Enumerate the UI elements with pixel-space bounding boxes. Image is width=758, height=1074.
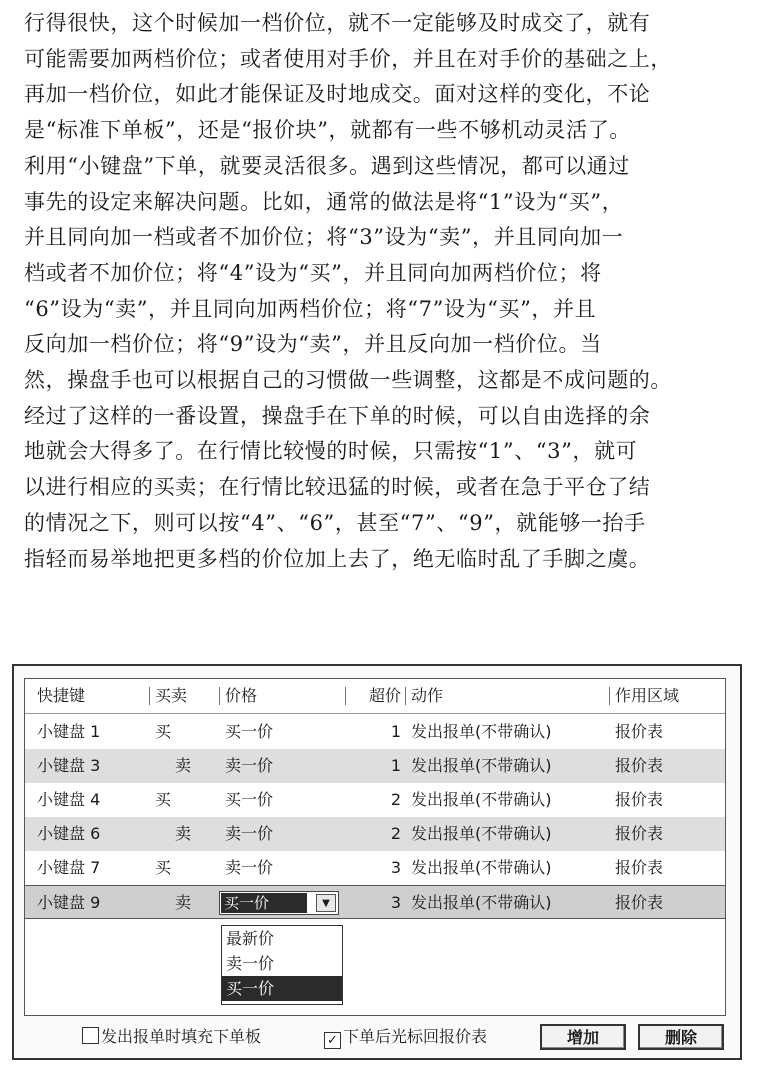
- price-select[interactable]: [219, 891, 339, 915]
- column-header-action[interactable]: 动作: [411, 679, 601, 713]
- cell-price: 买一价: [225, 790, 274, 809]
- paragraph-line: 事先的设定来解决问题。比如，通常的做法是将“1”设为“买”，: [24, 189, 624, 214]
- cell-super-price: 2: [390, 824, 401, 843]
- cell-area: 报价表: [615, 790, 664, 809]
- paragraph-line: 再加一档价位，如此才能保证及时地成交。面对这样的变化，不论: [24, 82, 651, 107]
- cell-hotkey: 小键盘 6: [37, 824, 101, 843]
- paragraph-line: 并且同向加一档或者不加价位；将“3”设为“卖”，并且同向加一: [24, 225, 624, 250]
- column-header-side[interactable]: 买卖: [155, 679, 205, 713]
- paragraph-line: 反向加一档价位；将“9”设为“卖”，并且反向加一档价位。当: [24, 332, 602, 357]
- cell-action: 发出报单(不带确认): [411, 790, 552, 809]
- cell-super-price: 3: [390, 858, 401, 877]
- paragraph-line: 经过了这样的一番设置，操盘手在下单的时候，可以自由选择的余: [24, 403, 651, 428]
- cell-price: 卖一价: [225, 858, 274, 877]
- price-dropdown-list: [221, 925, 343, 1005]
- cell-price: 买一价: [225, 722, 274, 741]
- body-paragraph: [24, 6, 724, 577]
- paragraph-line: 是“标准下单板”，还是“报价块”，就都有一些不够机动灵活了。: [24, 118, 631, 143]
- cell-price: 卖一价: [225, 756, 274, 775]
- hotkey-settings-dialog: [12, 664, 742, 1060]
- paragraph-line: 地就会大得多了。在行情比较慢的时候，只需按“1”、“3”，就可: [24, 439, 638, 464]
- cell-hotkey: 小键盘 1: [37, 722, 101, 741]
- table-row[interactable]: [25, 851, 725, 885]
- cell-action: 发出报单(不带确认): [411, 893, 552, 912]
- cell-side: 买: [155, 858, 172, 877]
- table-row[interactable]: [25, 817, 725, 851]
- paragraph-line: 档或者不加价位；将“4”设为“买”，并且同向加两档价位；将: [24, 260, 602, 285]
- cell-side: 买: [155, 722, 172, 741]
- hotkey-table: [24, 678, 726, 1016]
- cell-area: 报价表: [615, 858, 664, 877]
- cell-super-price: 2: [390, 790, 401, 809]
- price-select-value: 买一价: [221, 893, 307, 913]
- cell-side: 卖: [175, 893, 192, 912]
- paragraph-line: 的情况之下，则可以按“4”、“6”，甚至“7”、“9”，就能够一抬手: [24, 510, 646, 535]
- checkbox-label: 下单后光标回报价表: [343, 1027, 488, 1046]
- cell-action: 发出报单(不带确认): [411, 858, 552, 877]
- delete-button[interactable]: 删除: [638, 1024, 724, 1050]
- paragraph-line: 行得很快，这个时候加一档价位，就不一定能够及时成交了，就有: [24, 11, 651, 35]
- cell-side: 买: [155, 790, 172, 809]
- cell-hotkey: 小键盘 4: [37, 790, 101, 809]
- table-row[interactable]: [25, 715, 725, 749]
- cell-hotkey: 小键盘 7: [37, 858, 101, 877]
- add-button[interactable]: 增加: [540, 1024, 626, 1050]
- cell-super-price: 1: [390, 722, 401, 741]
- cell-super-price: 1: [390, 756, 401, 775]
- dropdown-option-highlighted[interactable]: 买一价: [222, 976, 342, 1001]
- cell-area: 报价表: [615, 722, 664, 741]
- table-row-selected[interactable]: [25, 885, 725, 919]
- table-header: [25, 679, 725, 714]
- table-row[interactable]: [25, 783, 725, 817]
- cell-hotkey: 小键盘 3: [37, 756, 101, 775]
- cell-action: 发出报单(不带确认): [411, 756, 552, 775]
- paragraph-line: 然，操盘手也可以根据自己的习惯做一些调整，这都是不成问题的。: [24, 368, 672, 393]
- cell-hotkey: 小键盘 9: [37, 893, 101, 912]
- cell-action: 发出报单(不带确认): [411, 824, 552, 843]
- paragraph-line: 可能需要加两档价位；或者使用对手价，并且在对手价的基础之上，: [24, 46, 672, 71]
- checkmark-icon[interactable]: ✓: [324, 1032, 341, 1049]
- dialog-footer: [14, 1022, 740, 1052]
- checkbox-empty-icon[interactable]: [82, 1027, 99, 1044]
- chevron-down-icon[interactable]: ▼: [316, 894, 336, 912]
- cursor-return-checkbox[interactable]: [324, 1026, 487, 1048]
- cell-side: 卖: [175, 824, 192, 843]
- cell-area: 报价表: [615, 893, 664, 912]
- dropdown-option[interactable]: 最新价: [226, 929, 275, 948]
- fill-order-board-checkbox[interactable]: [82, 1026, 261, 1048]
- paragraph-line: “6”设为“卖”，并且同向加两档价位；将“7”设为“买”，并且: [24, 296, 597, 321]
- cell-action: 发出报单(不带确认): [411, 722, 552, 741]
- cell-area: 报价表: [615, 756, 664, 775]
- cell-super-price: 3: [390, 893, 401, 912]
- table-row[interactable]: [25, 749, 725, 783]
- checkbox-label: 发出报单时填充下单板: [101, 1027, 262, 1046]
- paragraph-line: 以进行相应的买卖；在行情比较迅猛的时候，或者在急于平仓了结: [24, 475, 651, 500]
- cell-area: 报价表: [615, 824, 664, 843]
- paragraph-line: 指轻而易举地把更多档的价位加上去了，绝无临时乱了手脚之虞。: [24, 546, 651, 571]
- column-header-hotkey[interactable]: 快捷键: [37, 686, 86, 705]
- column-header-super-price[interactable]: 超价: [351, 679, 401, 713]
- column-header-price[interactable]: 价格: [225, 679, 345, 713]
- cell-price: 卖一价: [225, 824, 274, 843]
- paragraph-line: 利用“小键盘”下单，就要灵活很多。遇到这些情况，都可以通过: [24, 153, 630, 178]
- dropdown-option[interactable]: 卖一价: [226, 954, 275, 973]
- cell-side: 卖: [175, 756, 192, 775]
- column-header-area[interactable]: 作用区域: [615, 679, 715, 713]
